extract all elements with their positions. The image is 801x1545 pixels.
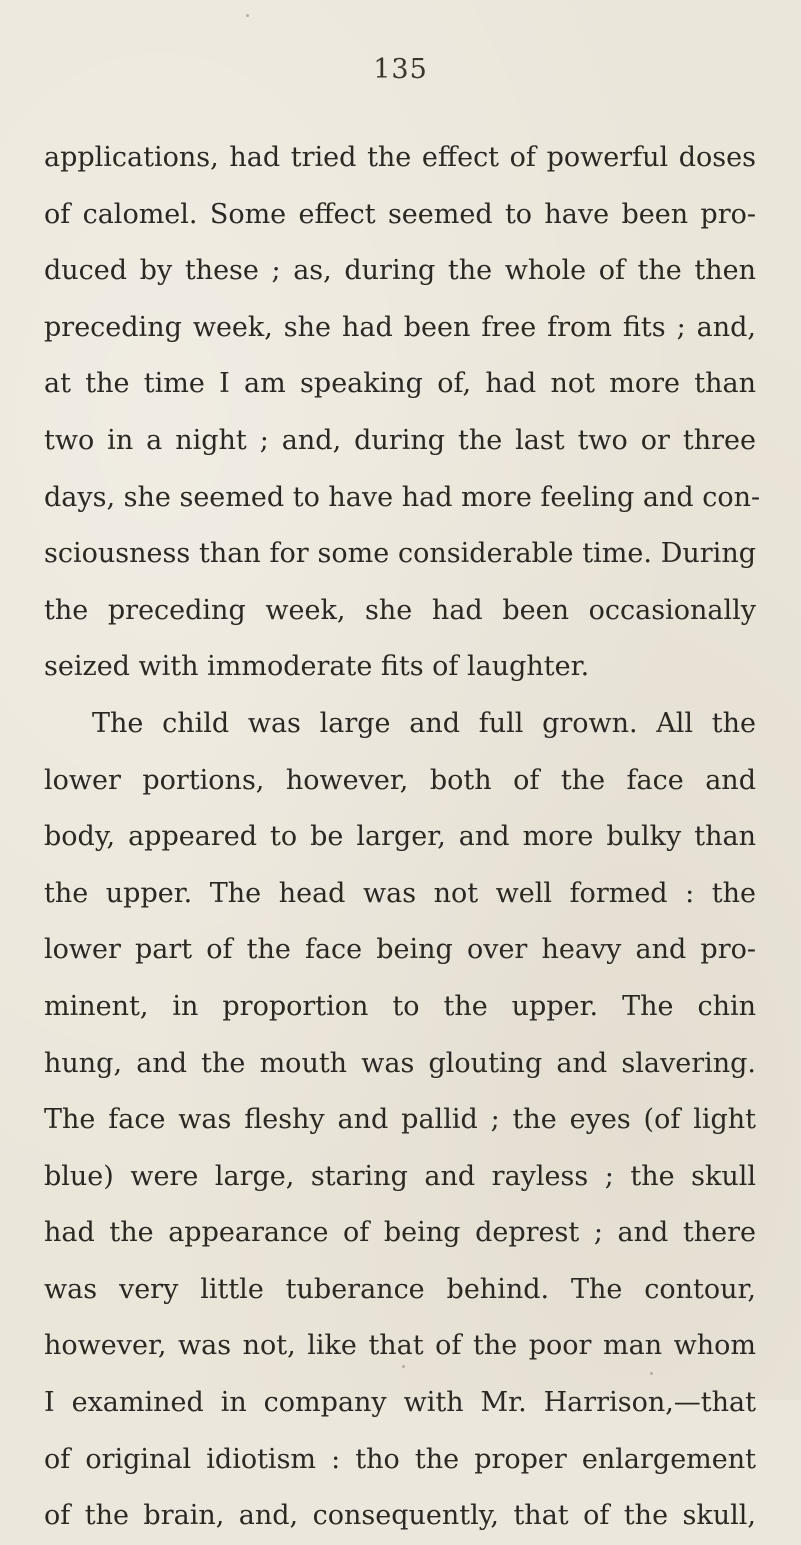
text-line: body, appeared to be larger, and more bulky than	[44, 821, 756, 853]
text-line: the upper. The head was not well formed : the	[44, 877, 756, 909]
text-line: applications, had tried the effect of powerful doses	[44, 142, 756, 173]
text-line: preceding week, she had been free from fits ; and,	[44, 311, 756, 343]
text-line: had the appearance of being deprest ; and there	[44, 1217, 756, 1249]
text-line: hung, and the mouth was glouting and slavering.	[44, 1047, 756, 1079]
text-line: at the time I am speaking of, had not more than	[44, 368, 756, 400]
text-line: however, was not, like that of the poor man whom	[44, 1330, 756, 1362]
paper-speck	[246, 14, 249, 17]
paragraph-start-line: The child was large and full grown. All the	[92, 707, 756, 739]
text-line: duced by these ; as, during the whole of the then	[44, 255, 756, 287]
text-line: was very little tuberance behind. The contour,	[44, 1273, 756, 1305]
text-line: two in a night ; and, during the last two or three	[44, 424, 756, 456]
text-line: seized with immoderate fits of laughter.	[44, 651, 590, 683]
text-line: days, she seemed to have had more feeling and con-	[44, 481, 761, 513]
text-line: of calomel. Some effect seemed to have been pro-	[44, 198, 756, 230]
paper-speck	[402, 1365, 405, 1368]
text-line: I examined in company with Mr. Harrison,—that	[44, 1387, 756, 1419]
body-text	[44, 130, 761, 1545]
text-line: sciousness than for some considerable time. During	[44, 538, 756, 570]
text-line: the preceding week, she had been occasionally	[44, 594, 756, 626]
text-line: blue) were large, staring and rayless ; the skull	[44, 1160, 756, 1192]
text-line: lower portions, however, both of the face and	[44, 764, 756, 796]
text-line: lower part of the face being over heavy and pro-	[44, 934, 756, 966]
text-line: of original idiotism : tho the proper enlargement	[44, 1443, 756, 1475]
paper-speck	[650, 1372, 653, 1375]
page-number: 135	[373, 54, 428, 85]
text-line: of the brain, and, consequently, that of the skull,	[44, 1500, 756, 1532]
text-line: The face was fleshy and pallid ; the eyes (of light	[44, 1104, 756, 1136]
text-line: minent, in proportion to the upper. The chin	[44, 990, 756, 1022]
